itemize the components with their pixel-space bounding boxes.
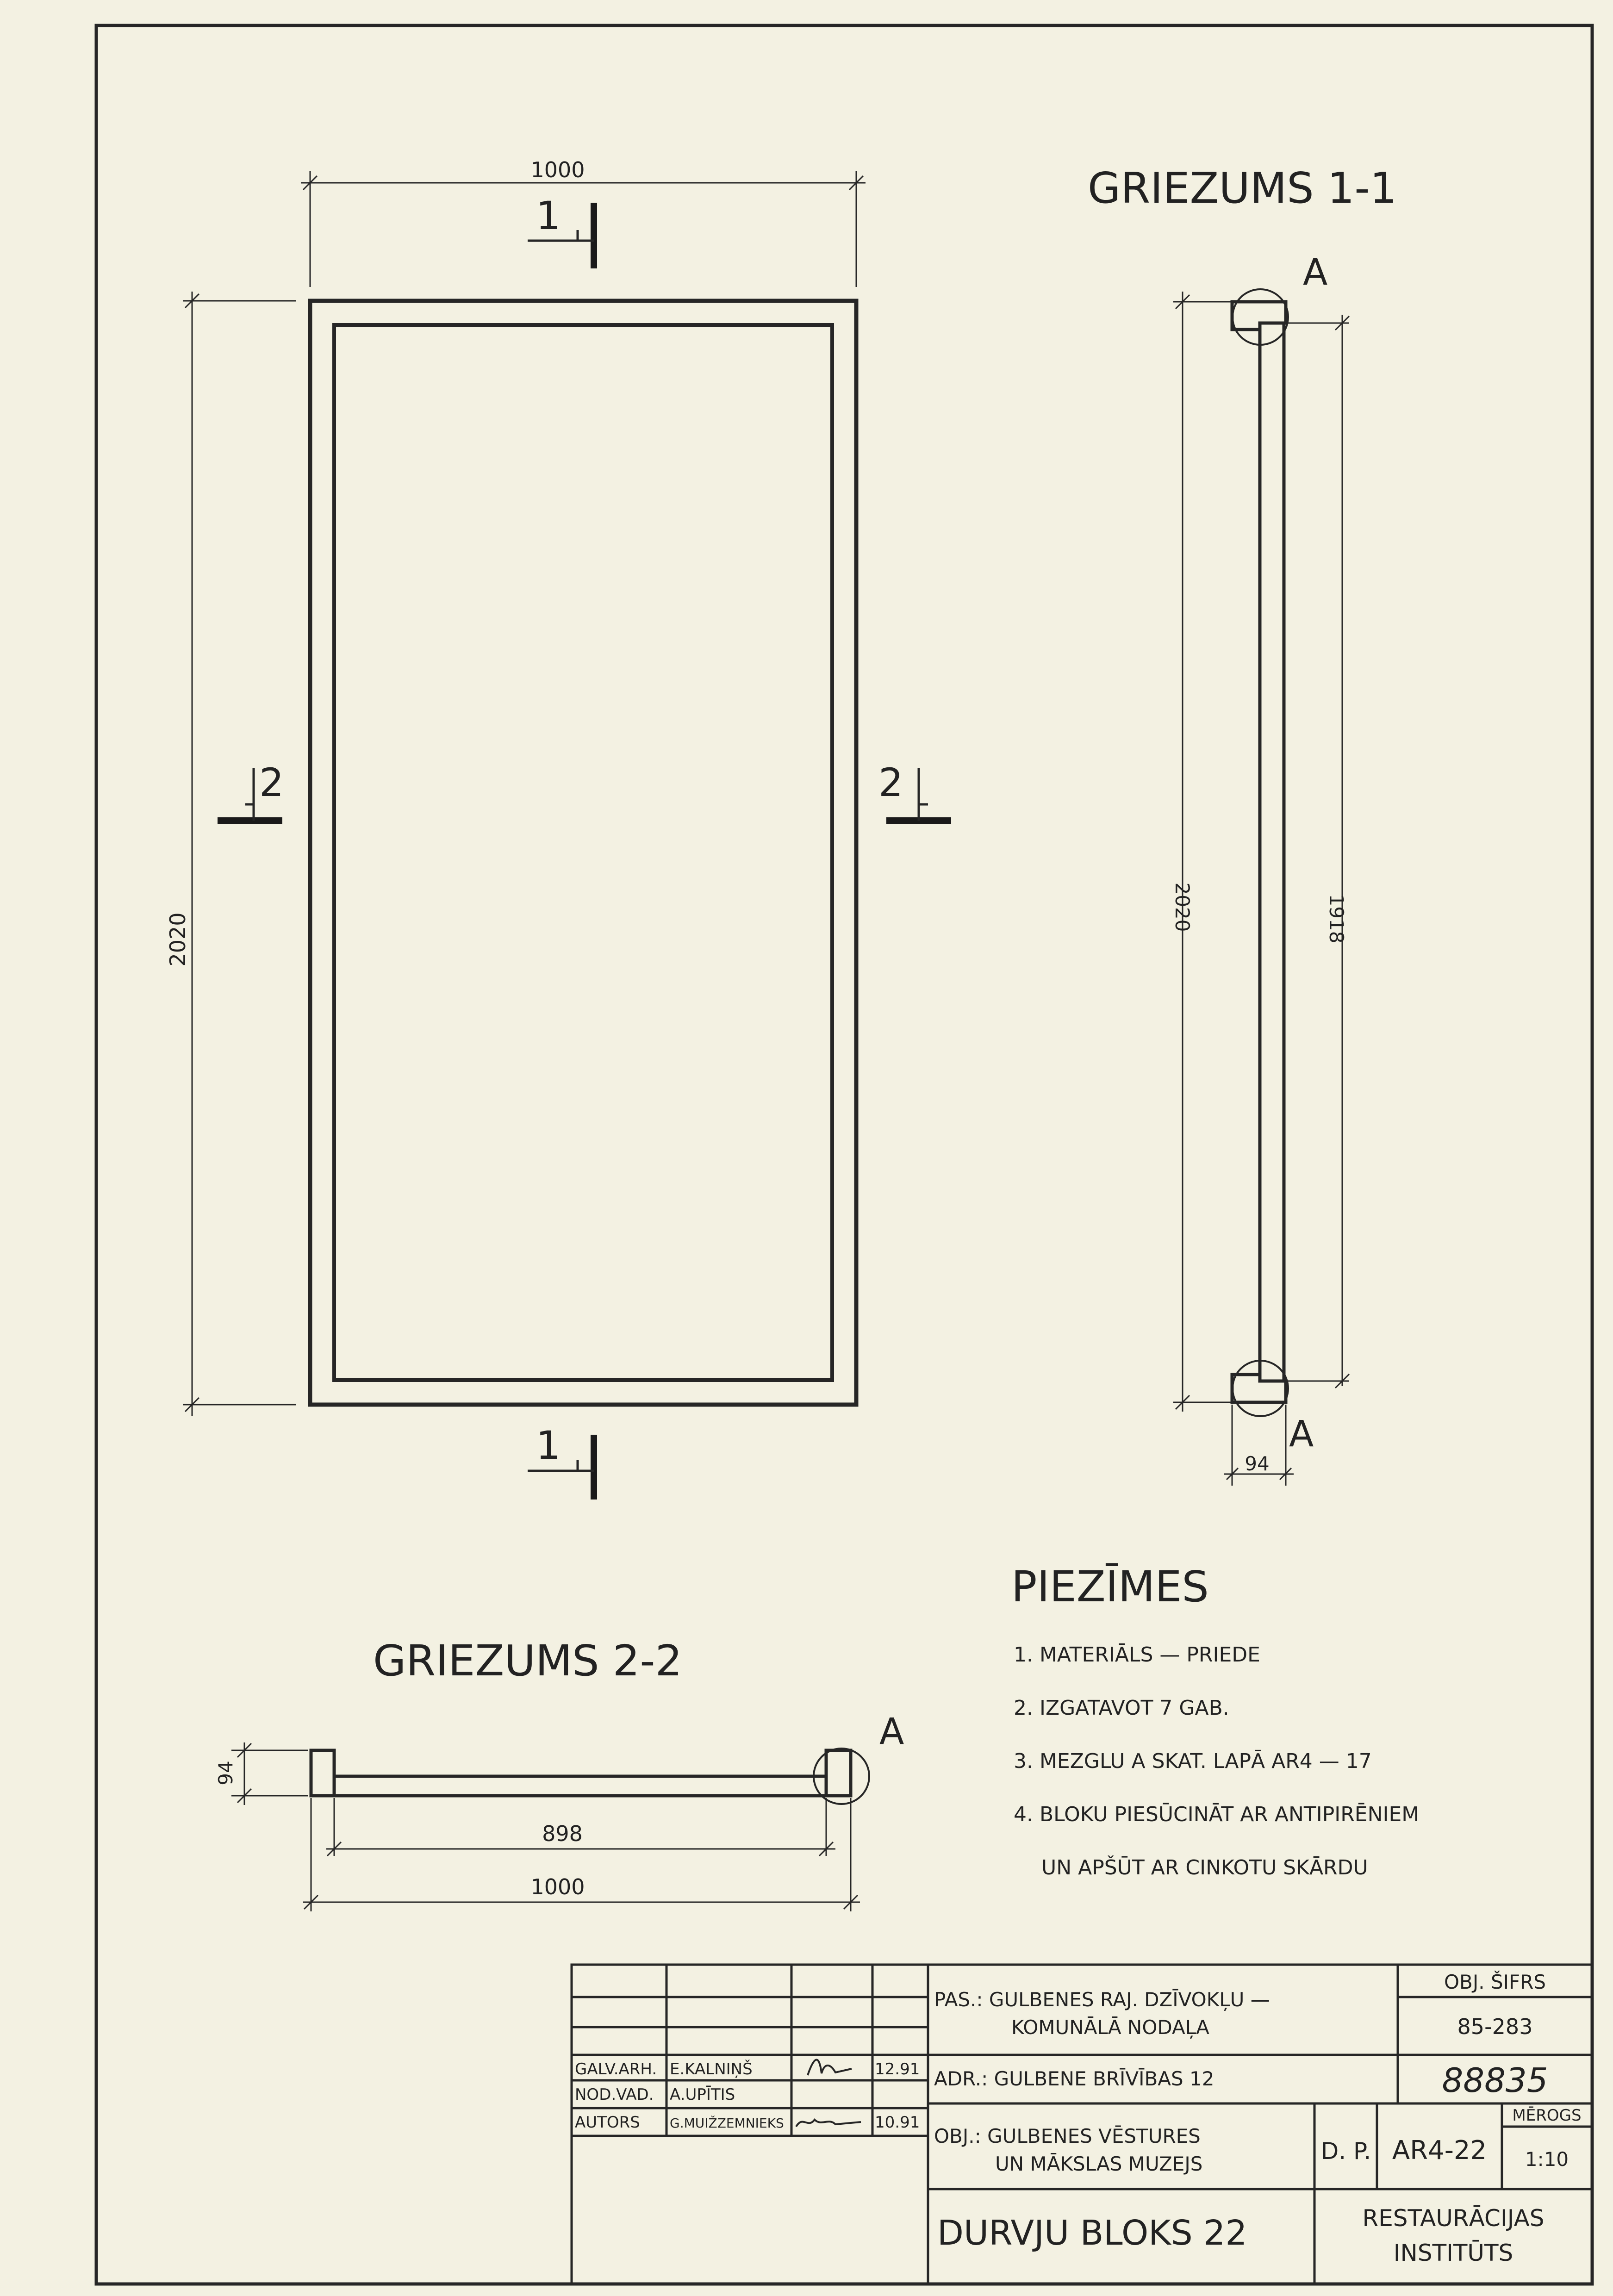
client-line-2: KOMUNĀLĀ NODAĻA — [1011, 2016, 1209, 2039]
elevation-height-label: 2020 — [165, 912, 190, 967]
drawing-title: DURVJU BLOKS 22 — [937, 2213, 1247, 2253]
role-author: AUTORS — [575, 2113, 640, 2132]
cut-1-top-label: 1 — [536, 193, 561, 238]
address: ADR.: GULBENE BRĪVĪBAS 12 — [934, 2067, 1214, 2090]
role-chief-architect: GALV.ARH. — [575, 2060, 657, 2078]
scale-value: 1:10 — [1525, 2148, 1569, 2171]
note-4-continued: UN APŠŪT AR CINKOTU SKĀRDU — [1041, 1856, 1368, 1879]
name-department-head: A.UPĪTIS — [670, 2085, 735, 2104]
object-line-1: OBJ.: GULBENES VĒSTURES — [934, 2125, 1201, 2147]
cut-1-bottom-label: 1 — [536, 1423, 561, 1468]
section-2-2-thickness-label: 94 — [214, 1761, 237, 1786]
design-stage: D. P. — [1320, 2138, 1371, 2165]
notes-title: PIEZĪMES — [1011, 1562, 1209, 1612]
note-4: 4. BLOKU PIESŪCINĀT AR ANTIPIRĒNIEM — [1014, 1803, 1420, 1826]
section-1-1-thickness-label: 94 — [1245, 1452, 1270, 1475]
section-2-2-outer-label: 1000 — [530, 1874, 585, 1899]
section-2-2-inner-label: 898 — [542, 1821, 583, 1846]
section-2-2-title: GRIEZUMS 2-2 — [373, 1636, 683, 1686]
sheet-number: AR4-22 — [1392, 2135, 1487, 2165]
client-line-1: PAS.: GULBENES RAJ. DZĪVOKĻU — — [934, 1988, 1270, 2011]
institute-line-1: RESTAURĀCIJAS — [1362, 2205, 1544, 2232]
name-author: G.MUIŽZEMNIEKS — [670, 2116, 784, 2131]
object-line-2: UN MĀKSLAS MUZEJS — [995, 2153, 1203, 2175]
note-1: 1. MATERIĀLS — PRIEDE — [1014, 1643, 1260, 1667]
date-chief-architect: 12.91 — [875, 2060, 920, 2078]
section-2-2-node-label: A — [879, 1711, 904, 1753]
cut-2-left-label: 2 — [259, 760, 284, 805]
note-2: 2. IZGATAVOT 7 GAB. — [1014, 1696, 1229, 1720]
scale-label: MĒROGS — [1512, 2106, 1582, 2125]
date-author: 10.91 — [875, 2113, 920, 2132]
node-label-bottom: A — [1289, 1413, 1314, 1455]
role-department-head: NOD.VAD. — [575, 2085, 654, 2104]
object-code-value: 85-283 — [1457, 2014, 1533, 2039]
section-1-1-inner-label: 1918 — [1325, 894, 1348, 944]
node-label-top: A — [1303, 252, 1328, 293]
elevation-width-label: 1000 — [530, 157, 585, 182]
archive-number: 88835 — [1442, 2061, 1548, 2100]
note-3: 3. MEZGLU A SKAT. LAPĀ AR4 — 17 — [1014, 1749, 1372, 1773]
section-1-1-title: GRIEZUMS 1-1 — [1088, 163, 1397, 213]
section-1-1-outer-label: 2020 — [1171, 882, 1194, 932]
institute-line-2: INSTITŪTS — [1393, 2240, 1513, 2266]
cut-2-right-label: 2 — [878, 760, 903, 805]
object-code-label: OBJ. ŠIFRS — [1444, 1971, 1546, 1993]
name-chief-architect: E.KALNIŅŠ — [670, 2060, 753, 2078]
